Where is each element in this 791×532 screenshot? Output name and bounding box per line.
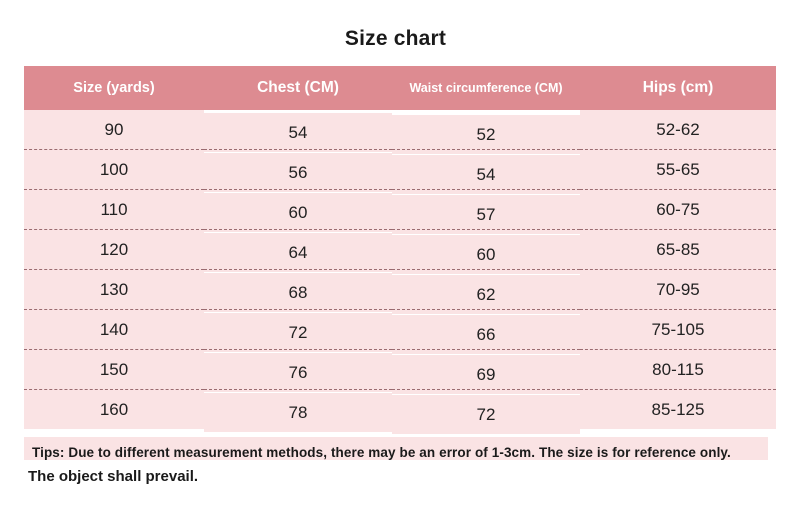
cell-size: 140	[24, 310, 204, 350]
cell-hips: 70-95	[580, 270, 776, 310]
cell-chest: 78	[288, 402, 308, 422]
cell-chest: 72	[204, 313, 392, 353]
table-row	[24, 350, 776, 390]
cell-chest: 64	[204, 233, 392, 273]
table-row	[24, 390, 776, 430]
table-row	[24, 230, 776, 270]
table-body	[24, 110, 776, 429]
cell-size: 100	[24, 150, 204, 190]
disclaimer-text: The object shall prevail.	[28, 468, 199, 485]
size-chart-table-wrapper	[24, 66, 768, 429]
cell-waist: 69	[392, 355, 580, 395]
cell-chest: 60	[204, 193, 392, 233]
cell-chest: 76	[204, 353, 392, 393]
column-header-size: Size (yards)	[24, 66, 204, 110]
cell-hips: 85-125	[651, 399, 705, 419]
tips-banner	[24, 437, 768, 460]
cell-waist: 66	[392, 315, 580, 355]
table-row	[24, 270, 776, 310]
table-row	[24, 150, 776, 190]
cell-hips: 52-62	[580, 110, 776, 150]
cell-waist: 54	[392, 155, 580, 195]
table-row	[24, 190, 776, 230]
cell-size: 150	[24, 350, 204, 390]
table-header-row	[24, 66, 776, 110]
cell-size: 90	[24, 110, 204, 150]
cell-chest: 68	[204, 273, 392, 313]
table-header	[24, 66, 776, 110]
size-chart-table	[24, 66, 776, 429]
cell-size: 160	[99, 399, 129, 419]
cell-chest: 54	[204, 113, 392, 153]
cell-waist: 52	[392, 115, 580, 155]
cell-hips: 60-75	[580, 190, 776, 230]
cell-hips: 65-85	[580, 230, 776, 270]
table-row	[24, 110, 776, 150]
cell-waist: 62	[392, 275, 580, 315]
cell-waist: 72	[476, 404, 496, 424]
cell-hips: 55-65	[580, 150, 776, 190]
cell-size: 110	[24, 190, 204, 230]
cell-size: 130	[24, 270, 204, 310]
column-header-hips: Hips (cm)	[580, 66, 776, 110]
column-header-chest: Chest (CM)	[204, 66, 392, 110]
cell-size: 120	[24, 230, 204, 270]
cell-chest: 56	[204, 153, 392, 193]
page-title: Size chart	[344, 27, 447, 50]
cell-waist: 60	[392, 235, 580, 275]
column-header-waist: Waist circumference (CM)	[392, 66, 580, 110]
cell-hips: 80-115	[580, 350, 776, 390]
cell-waist: 57	[392, 195, 580, 235]
table-row	[24, 310, 776, 350]
tips-text: Tips: Due to different measurement methods, there may be an error of 1-3cm. The size is for reference only.	[32, 445, 731, 460]
cell-hips: 75-105	[580, 310, 776, 350]
